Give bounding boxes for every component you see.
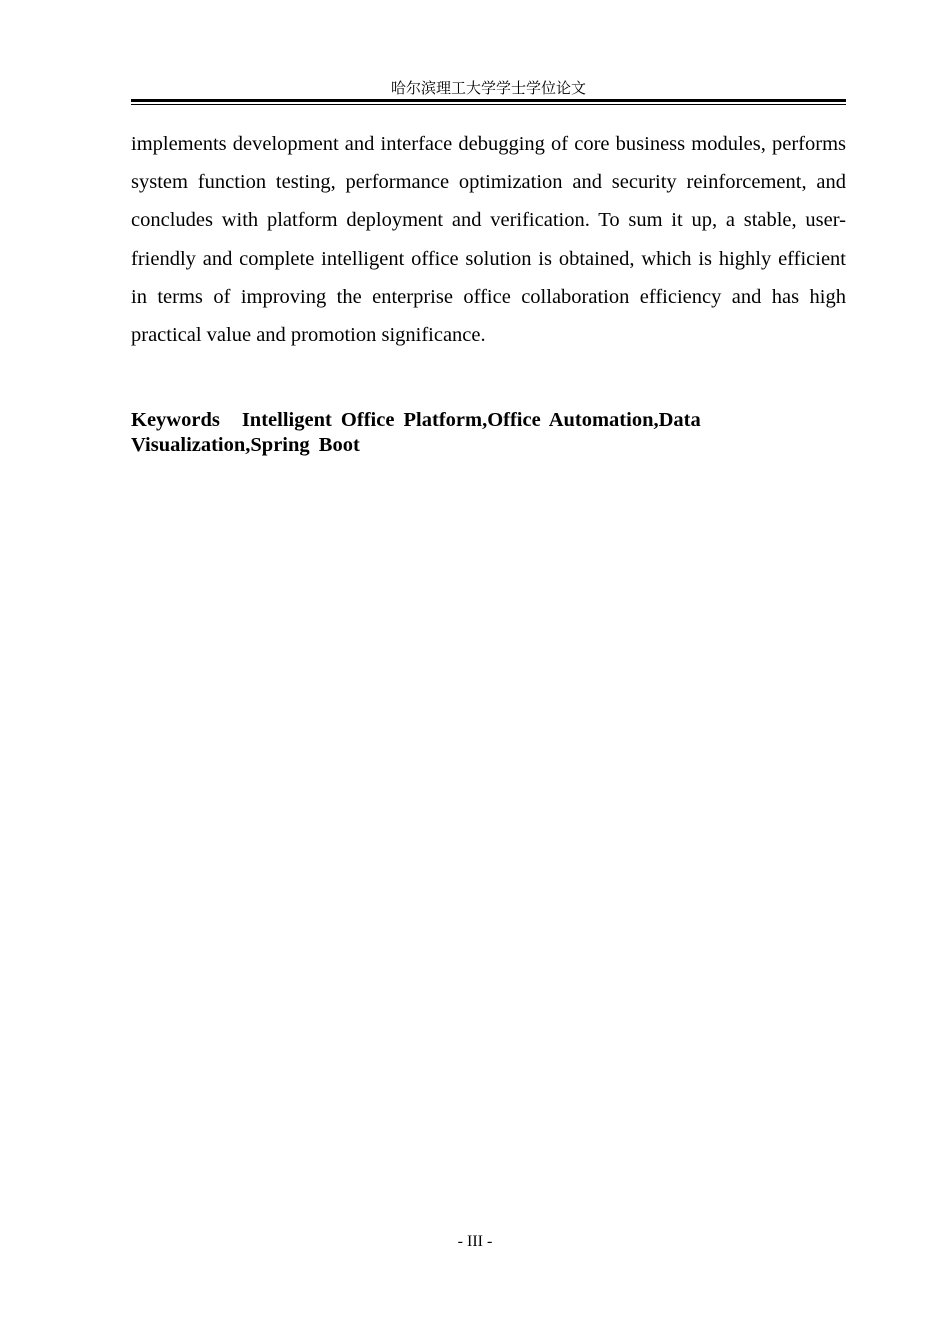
abstract-paragraph: implements development and interface debugging of core business modules, performs system function testing, performance optimization and security reinforcement, and concludes with platform deployment and verification. To sum it up, a stable, user-friendly and complete intelligent office solution is obtained, which is highly efficient in terms of improving the enterprise office collaboration efficiency and has high practical value and promotion significance. (131, 133, 846, 347)
keywords-text-2: Visualization,Spring Boot (131, 434, 360, 456)
keywords-line-1 (131, 408, 846, 433)
page-number: - III - (457, 1233, 493, 1250)
running-header: 哈尔滨理工大学学士学位论文 (390, 79, 586, 97)
header-rule-thick (131, 99, 846, 102)
header-rule-thin (131, 104, 846, 105)
keywords-text-1: Intelligent Office Platform,Office Automation,Data (241, 409, 701, 431)
keywords-label: Keywords (131, 409, 220, 431)
keywords-block (131, 408, 846, 458)
